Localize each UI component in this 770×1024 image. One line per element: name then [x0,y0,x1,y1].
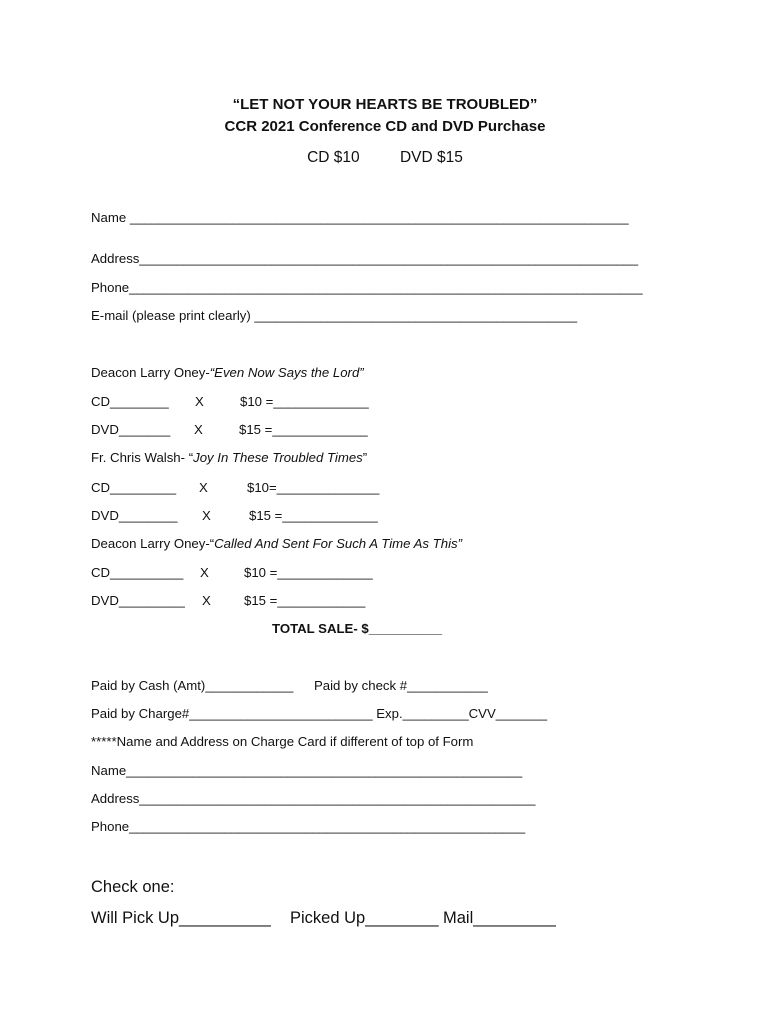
talk-3-heading [91,536,462,552]
talk-1-heading [91,365,364,381]
name-field[interactable]: Name ____________________________________________________________________ [91,210,629,225]
talk-2-speaker: Fr. Chris Walsh- “ [91,450,194,465]
mail-option[interactable]: Mail_________ [443,909,556,927]
talk-1-title: “Even Now Says the Lord” [209,365,364,380]
talk-1-dvd-qty[interactable]: DVD_______ [91,422,171,437]
price-cd: CD $10 [307,149,360,166]
form-title: “LET NOT YOUR HEARTS BE TROUBLED” [232,96,538,113]
talk-2-title: Joy In These Troubled Times [193,450,363,465]
phone-field[interactable]: Phone______________________________________________________________________ [91,280,643,295]
talk-3-cd-qty[interactable]: CD__________ [91,565,184,580]
talk-2-dvd-qty[interactable]: DVD________ [91,508,178,523]
card-name-field[interactable]: Name______________________________________________________ [91,763,523,778]
price-line [0,149,770,167]
talk-3-cd-total[interactable]: $10 =_____________ [244,565,373,580]
charge-card-note: *****Name and Address on Charge Card if different of top of Form [91,734,474,749]
total-sale-field[interactable]: TOTAL SALE- $__________ [272,621,443,636]
paid-by-check-field[interactable]: Paid by check #___________ [314,678,488,693]
talk-1-dvd-times: X [194,422,203,437]
card-address-field[interactable]: Address______________________________________________________ [91,791,536,806]
talk-2-heading [91,450,367,466]
talk-2-cd-qty[interactable]: CD_________ [91,480,177,495]
will-pick-up-option[interactable]: Will Pick Up__________ [91,909,271,927]
check-one-label: Check one: [91,878,175,896]
talk-3-title: Called And Sent For Such A Time As This” [214,536,462,551]
talk-1-dvd-total[interactable]: $15 =_____________ [239,422,368,437]
talk-3-dvd-qty[interactable]: DVD_________ [91,593,185,608]
email-field[interactable]: E-mail (please print clearly) ____________________________________________ [91,308,578,323]
talk-2-dvd-total[interactable]: $15 =_____________ [249,508,378,523]
talk-2-title-suffix: ” [362,450,368,465]
talk-1-cd-times: X [195,394,204,409]
talk-3-dvd-total[interactable]: $15 =____________ [244,593,366,608]
form-subtitle: CCR 2021 Conference CD and DVD Purchase [224,118,546,135]
paid-by-charge-field[interactable]: Paid by Charge#_________________________ Exp._________CVV_______ [91,706,548,721]
picked-up-option[interactable]: Picked Up________ [290,909,439,927]
price-dvd: DVD $15 [399,149,463,166]
talk-2-cd-total[interactable]: $10=______________ [247,480,380,495]
talk-1-speaker: Deacon Larry Oney- [91,365,210,380]
paid-by-cash-field[interactable]: Paid by Cash (Amt)____________ [91,678,294,693]
talk-1-cd-total[interactable]: $10 =_____________ [240,394,369,409]
talk-3-speaker: Deacon Larry Oney-“ [91,536,215,551]
card-phone-field[interactable]: Phone______________________________________________________ [91,819,526,834]
talk-3-cd-times: X [200,565,209,580]
talk-3-dvd-times: X [202,593,211,608]
talk-2-cd-times: X [199,480,208,495]
talk-2-dvd-times: X [202,508,211,523]
address-field[interactable]: Address____________________________________________________________________ [91,251,639,266]
talk-1-cd-qty[interactable]: CD________ [91,394,169,409]
